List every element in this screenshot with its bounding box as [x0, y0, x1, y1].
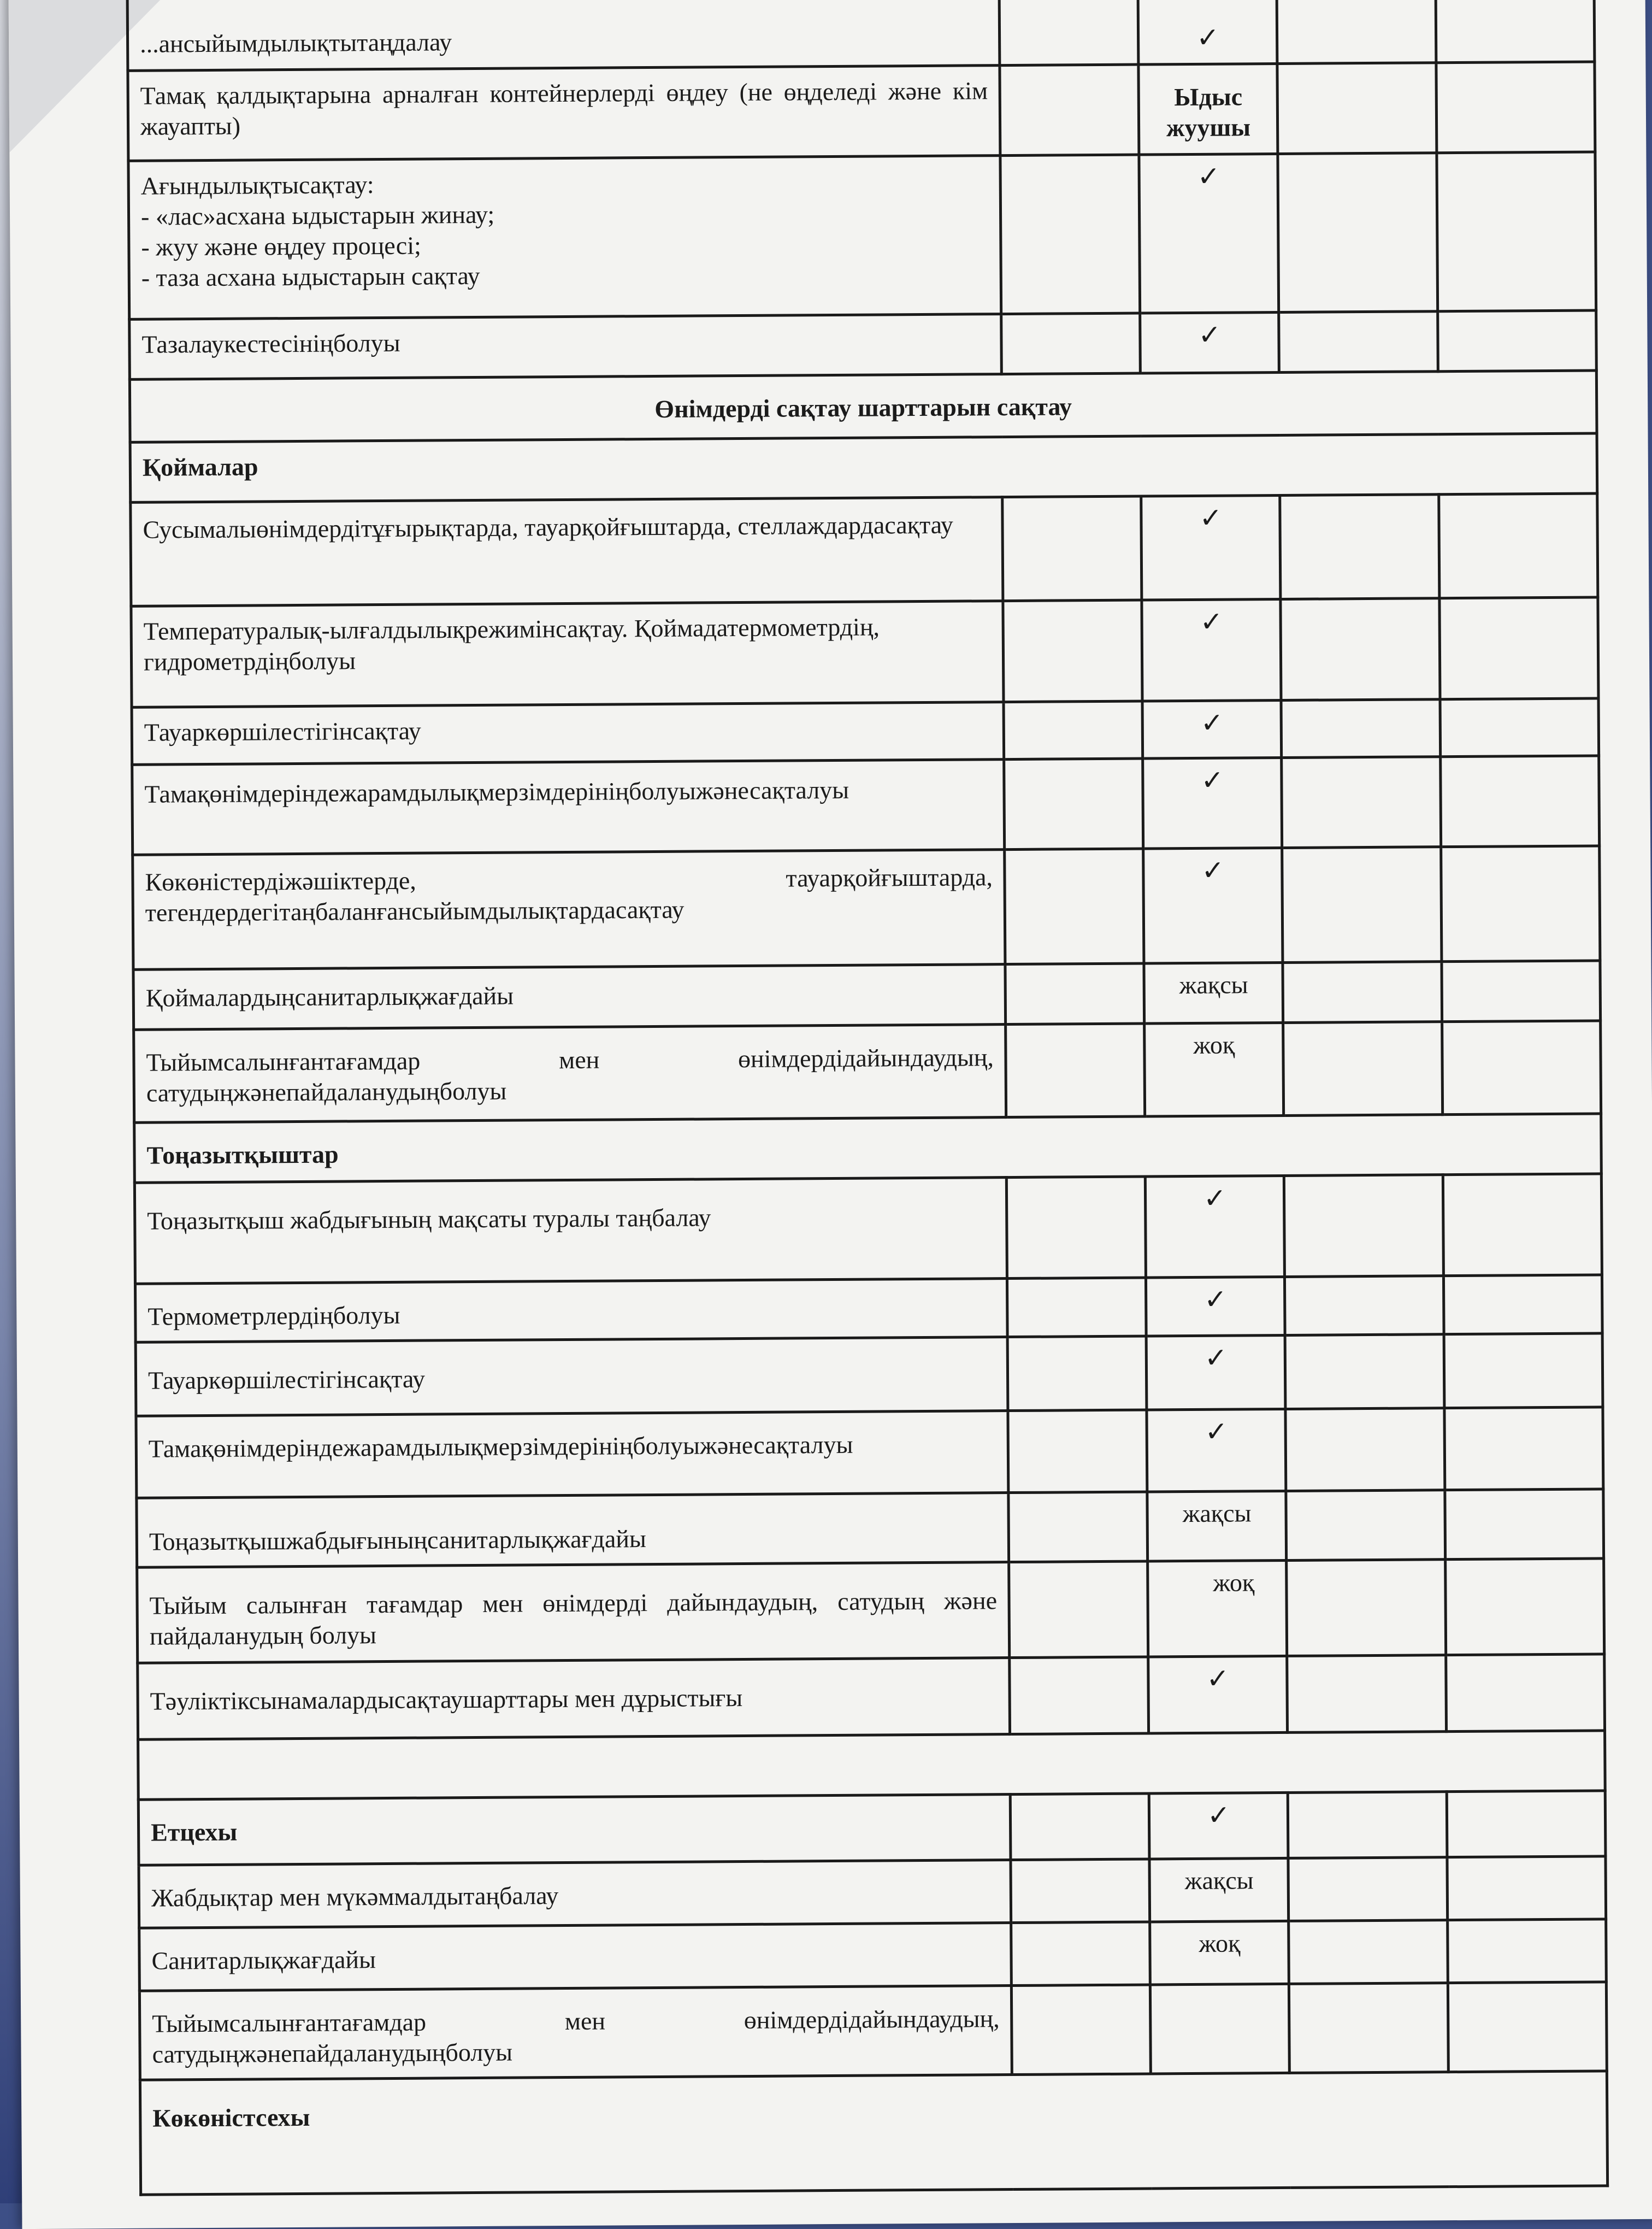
table-row: [133, 846, 1600, 969]
empty-cell: [1440, 756, 1599, 847]
table-row: [127, 0, 1595, 70]
empty-cell: [1284, 1175, 1443, 1277]
table-row: [134, 1021, 1601, 1122]
empty-cell: [1283, 962, 1442, 1023]
empty-cell: [1278, 153, 1437, 313]
row-mark: [1150, 1984, 1290, 2074]
row-mark: [1140, 312, 1279, 373]
spacer-row: [138, 1731, 1606, 1799]
row-label: Тыйымсалынғантағамдар мен өнімдердідайындаудың, сатудыңжәнепайдаланудыңболуы: [139, 1986, 1012, 2080]
checkmark-icon: ✓: [1205, 1415, 1228, 1448]
row-mark: [1147, 1409, 1286, 1492]
table-row: [133, 961, 1601, 1030]
row-label: Тоңазытқыш жабдығының мақсаты туралы таңбалау: [134, 1178, 1007, 1284]
empty-cell: [1440, 698, 1599, 757]
empty-cell: [1442, 1021, 1601, 1115]
empty-cell: [1447, 1791, 1606, 1857]
section-title: Өнімдерді сақтау шарттарын сақтау: [129, 370, 1597, 442]
row-label: Тамақ қалдықтарына арналған контейнерлерді өңдеу (не өңделеді және кім жауапты): [128, 66, 1000, 161]
row-mark: жақсы: [1147, 1491, 1287, 1561]
empty-cell: [1439, 597, 1598, 699]
table-row: [137, 1558, 1604, 1663]
checkmark-icon: ✓: [1201, 764, 1224, 796]
empty-cell: [1445, 1489, 1604, 1560]
table-row: [135, 1333, 1603, 1416]
empty-cell: [1280, 495, 1439, 599]
empty-cell: [1443, 1275, 1602, 1334]
row-label: Тыйым салынған тағамдар мен өнімдерді дайындаудың, сатудың және пайдаланудың болуы: [137, 1562, 1010, 1663]
empty-cell: [1444, 1407, 1603, 1490]
empty-cell: [138, 1731, 1606, 1799]
empty-cell: [1007, 1278, 1147, 1337]
group-heading-row: [130, 433, 1597, 502]
row-label: Температуралық-ылғалдылықрежимінсақтау. Қоймадатермометрдің, гидрометрдіңболуы: [131, 601, 1004, 708]
row-mark: [1148, 1656, 1288, 1733]
empty-cell: [1277, 63, 1436, 154]
empty-cell: [1000, 64, 1139, 156]
empty-cell: [999, 0, 1138, 66]
row-label: Санитарлықжағдайы: [139, 1923, 1012, 1991]
empty-cell: [1005, 849, 1144, 964]
empty-cell: [1282, 847, 1442, 963]
empty-cell: [1006, 1024, 1145, 1118]
row-mark: [1139, 154, 1279, 313]
group-heading-fridges: Тоңазытқыштар: [134, 1114, 1602, 1183]
empty-cell: [1009, 1561, 1148, 1658]
empty-cell: [1446, 1654, 1604, 1732]
empty-cell: [1281, 598, 1439, 701]
empty-cell: [1008, 1492, 1148, 1562]
empty-cell: [1283, 1022, 1442, 1116]
empty-cell: [1001, 313, 1141, 374]
empty-cell: [1010, 1657, 1149, 1734]
empty-cell: [1445, 1558, 1604, 1655]
row-mark: [1146, 1277, 1285, 1336]
empty-cell: [1279, 311, 1438, 373]
table-row: [139, 1856, 1606, 1928]
empty-cell: [1436, 0, 1595, 63]
row-mark: жоқ: [1150, 1921, 1289, 1985]
empty-cell: [1443, 1174, 1602, 1276]
row-label: Көкөністердіжәшіктерде, тауарқойғыштарда, тегендердегітаңбаланғансыйымдылықтардасақтау: [133, 850, 1006, 970]
checkmark-icon: ✓: [1204, 1283, 1228, 1315]
row-mark: [1143, 848, 1283, 963]
row-mark: жоқ: [1148, 1560, 1287, 1657]
row-label: Тоңазытқышжабдығыныңсанитарлықжағдайы: [137, 1493, 1009, 1568]
checkmark-icon: ✓: [1200, 707, 1224, 739]
table-row: [132, 756, 1600, 855]
checkmark-icon: ✓: [1207, 1799, 1231, 1831]
row-mark: [1142, 700, 1282, 758]
row-mark: [1141, 495, 1281, 600]
group-heading-veg: Көкөністсехы: [140, 2071, 1607, 2195]
empty-cell: [1002, 496, 1142, 601]
empty-cell: [1288, 1857, 1447, 1921]
table-row: [129, 310, 1597, 379]
empty-cell: [1285, 1408, 1444, 1491]
group-heading-row: [140, 2071, 1607, 2195]
empty-cell: [1004, 701, 1143, 760]
table-row: [132, 698, 1599, 764]
row-label: Тауаркөршілестігінсақтау: [135, 1337, 1008, 1416]
empty-cell: [1286, 1490, 1445, 1561]
row-label: Тамақөнімдеріндежарамдылықмерзімдерініңболуыжәнесақталуы: [132, 760, 1005, 855]
row-label: Тауаркөршілестігінсақтау: [132, 702, 1004, 765]
group-heading-meat: Етцехы: [138, 1795, 1011, 1866]
empty-cell: [1438, 493, 1597, 598]
empty-cell: [1437, 310, 1596, 372]
row-label: ...ансыйымдылықтытаңдалау: [127, 0, 1000, 70]
row-mark: жақсы: [1149, 1858, 1289, 1922]
row-mark: Ыдыс жуушы: [1138, 64, 1278, 155]
empty-cell: [1287, 1655, 1446, 1733]
checkmark-icon: ✓: [1203, 1182, 1227, 1214]
table-row: [139, 1919, 1607, 1991]
table-row: [131, 493, 1598, 606]
empty-cell: [1012, 1985, 1151, 2075]
row-label: Ағындылықтысақтау: - «лас»асхана ыдыстарын жинау; - жуу және өңдеу процесі; - таза асхана ыдыстарын сақтау: [128, 156, 1001, 320]
row-label: Сусымалыөнімдердітұғырықтарда, тауарқойғыштарда, стеллаждардасақтау: [131, 497, 1004, 607]
empty-cell: [1447, 1919, 1606, 1983]
checkmark-icon: ✓: [1199, 502, 1223, 534]
row-mark: жоқ: [1144, 1022, 1284, 1116]
row-label: Тамақөнімдеріндежарамдылықмерзімдерініңболуыжәнесақталуы: [136, 1411, 1008, 1498]
empty-cell: [1277, 0, 1436, 64]
empty-cell: [1008, 1336, 1147, 1411]
empty-cell: [1008, 1410, 1147, 1493]
row-label: Жабдықтар мен мүкәммалдытаңбалау: [139, 1860, 1011, 1928]
empty-cell: [1285, 1334, 1444, 1409]
row-label: Тыйымсалынғантағамдар мен өнімдердідайындаудың, сатудыңжәнепайдаланудыңболуы: [134, 1025, 1006, 1123]
empty-cell: [1288, 1792, 1447, 1859]
table-row: [128, 152, 1596, 319]
checkmark-icon: ✓: [1206, 1662, 1230, 1695]
empty-cell: [1436, 62, 1595, 153]
checkmark-icon: ✓: [1196, 21, 1220, 54]
checkmark-icon: ✓: [1197, 160, 1220, 192]
checkmark-icon: ✓: [1201, 854, 1225, 886]
empty-cell: [1011, 1793, 1150, 1860]
row-label: Тәуліктіксынамалардысақтаушарттары мен дұрыстығы: [138, 1658, 1010, 1740]
table-row: [128, 62, 1595, 161]
group-heading-row: [138, 1791, 1606, 1865]
empty-cell: [1444, 1333, 1603, 1408]
table-row: [137, 1489, 1604, 1567]
table-row: [139, 1982, 1607, 2080]
checkmark-icon: ✓: [1200, 605, 1223, 638]
section-row: [129, 370, 1597, 442]
row-mark: [1146, 1175, 1285, 1278]
empty-cell: [1004, 758, 1143, 850]
empty-cell: [1281, 699, 1440, 758]
group-heading-row: [134, 1114, 1602, 1183]
empty-cell: [1447, 1856, 1606, 1920]
row-label: Термометрлердіңболуы: [135, 1279, 1007, 1343]
empty-cell: [1289, 1920, 1448, 1984]
row-mark: [1147, 1335, 1286, 1410]
table-row: [135, 1275, 1602, 1342]
empty-cell: [1285, 1276, 1444, 1336]
table-row: [136, 1407, 1603, 1498]
empty-cell: [1011, 1859, 1150, 1923]
checkmark-icon: ✓: [1198, 319, 1222, 351]
inspection-checklist-table: [126, 0, 1609, 2196]
empty-cell: [1289, 1983, 1448, 2073]
empty-cell: [1287, 1560, 1446, 1656]
empty-cell: [1437, 152, 1596, 311]
checkmark-icon: ✓: [1204, 1342, 1228, 1374]
empty-cell: [1011, 1922, 1150, 1986]
row-mark: [1138, 0, 1277, 64]
empty-cell: [1441, 846, 1600, 962]
row-label: Тазалаукестесініңболуы: [129, 314, 1002, 380]
document-page: [9, 0, 1652, 2229]
empty-cell: [1005, 963, 1144, 1025]
empty-cell: [1003, 600, 1142, 702]
group-heading-warehouses: Қоймалар: [130, 433, 1597, 502]
empty-cell: [1282, 757, 1441, 848]
row-mark: [1143, 757, 1282, 849]
empty-cell: [1448, 1982, 1607, 2072]
empty-cell: [1000, 155, 1140, 314]
table-row: [138, 1654, 1605, 1739]
row-label: Қоймалардыңсанитарлықжағдайы: [133, 964, 1006, 1030]
empty-cell: [1442, 961, 1601, 1022]
empty-cell: [1007, 1177, 1146, 1279]
table-row: [134, 1174, 1602, 1284]
row-mark: жақсы: [1144, 962, 1283, 1024]
table-row: [131, 597, 1598, 707]
row-mark: [1142, 599, 1281, 701]
row-mark: [1149, 1792, 1289, 1859]
